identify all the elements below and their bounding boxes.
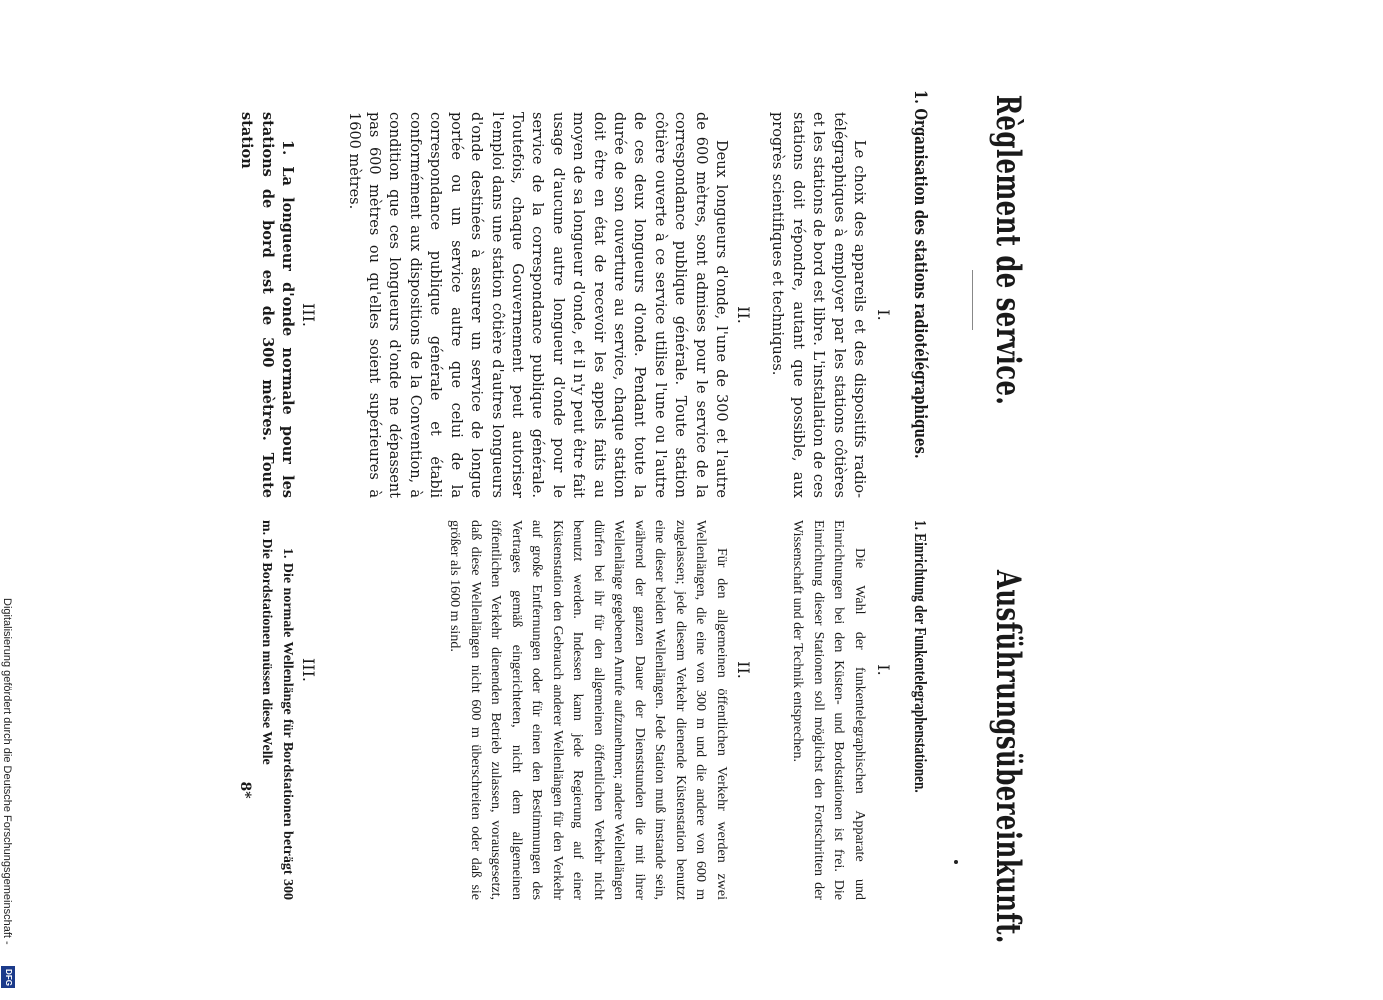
french-numeral-2: II. bbox=[734, 306, 753, 324]
digitization-note: Digitalisierung gefördert durch die Deutsche Forschungsgemeinschaft - bbox=[1, 598, 13, 945]
french-paragraph-2: Deux longueurs d'onde, l'une de 300 et l'autre de 600 mètres, sont admises pour le service de la correspondance publique générale. Toute station côtière ouverte à ce service utilise l'une ou l'autre de ces deux longueurs d'onde. Pendant toute la durée de son ouverture au service, chaque station doit être en état de recevoir les appels faits au moyen de sa longueur d'onde, et il n'y peut être fait usage d'aucune autre longueur d'onde pour le service de la correspondance publique générale. Toutefois, chaque Gouvernement peut autoriser l'emploi dans une station côtière d'autres longueurs d'onde destinées à assurer un service de longue portée ou un service autre que celui de la correspondance publique générale et établi conformément aux dispositions de la Convention, à condition que ces longueurs d'onde ne dépassent pas 600 mètres ou qu'elles soient supérieures à 1600 mètres. bbox=[345, 112, 729, 498]
french-title-rule bbox=[972, 270, 973, 330]
german-paragraph-1: Die Wahl der funkentelegraphischen Apparate und Einrichtungen bei den Küsten- und Bordstationen ist frei. Die Einrichtung dieser Stationen soll möglichst den Fortschritten der Wissenschaft und der Technik entsprechen. bbox=[790, 520, 867, 900]
french-title: Règlement de service. bbox=[988, 94, 1028, 406]
german-numeral-2: II. bbox=[734, 661, 753, 679]
french-paragraph-1: Le choix des appareils et des dispositifs radio-télégraphiques à employer par les stations côtières et les stations de bord est libre. L'installation de ces stations doit répondre, autant que possible, aux progrès scientifiques et techniques. bbox=[769, 112, 867, 498]
french-numeral-1: I. bbox=[874, 309, 893, 321]
french-numeral-3: III. bbox=[299, 302, 318, 328]
french-section-heading: 1. Organisation des stations radiotélégraphiques. bbox=[910, 90, 930, 459]
stray-dot-mark bbox=[954, 860, 958, 864]
dfg-logo-text: DFG bbox=[3, 968, 13, 986]
digitization-footer bbox=[0, 600, 18, 1000]
german-numeral-3: III. bbox=[299, 657, 318, 683]
german-section-heading: 1. Einrichtung der Funkentelegraphenstationen. bbox=[911, 520, 930, 793]
german-title: Ausführungsübereinkunft. bbox=[988, 570, 1028, 944]
french-paragraph-3: 1. La longueur d'onde normale pour les stations de bord est de 300 mètres. Toute station bbox=[238, 112, 296, 498]
german-numeral-1: I. bbox=[874, 664, 893, 676]
page-folio: 8* bbox=[237, 781, 253, 799]
german-paragraph-2: Für den allgemeinen öffentlichen Verkehr werden zwei Wellenlängen, die eine von 300 m und die andere von 600 m zugelassen; jede diesem Verkehr dienende Küstenstation benutzt eine dieser beiden Wellenlängen. Jede Station muß imstande sein, während der ganzen Dauer der Dienststunden die mit ihrer Wellenlänge gegebenen Anrufe aufzunehmen; andere Wellenlängen dürfen bei ihr für den allgemeinen öffentlichen Verkehr nicht benutzt werden. Indessen kann jede Regierung auf einer Küstenstation den Gebrauch anderer Wellenlängen für den Verkehr auf große Entfernungen oder für einen den Bestimmungen des Vertrages gemäß eingerichteten, nicht dem allgemeinen öffentlichen Verkehr dienenden Betrieb zulassen, vorausgesetzt, daß diese Wellenlängen nicht 600 m überschreiten oder daß sie größer als 1600 m sind. bbox=[447, 520, 729, 900]
dfg-logo-icon bbox=[1, 966, 15, 988]
german-paragraph-3: 1. Die normale Wellenlänge für Bordstationen beträgt 300 m. Die Bordstationen müssen diese Welle bbox=[259, 520, 295, 900]
